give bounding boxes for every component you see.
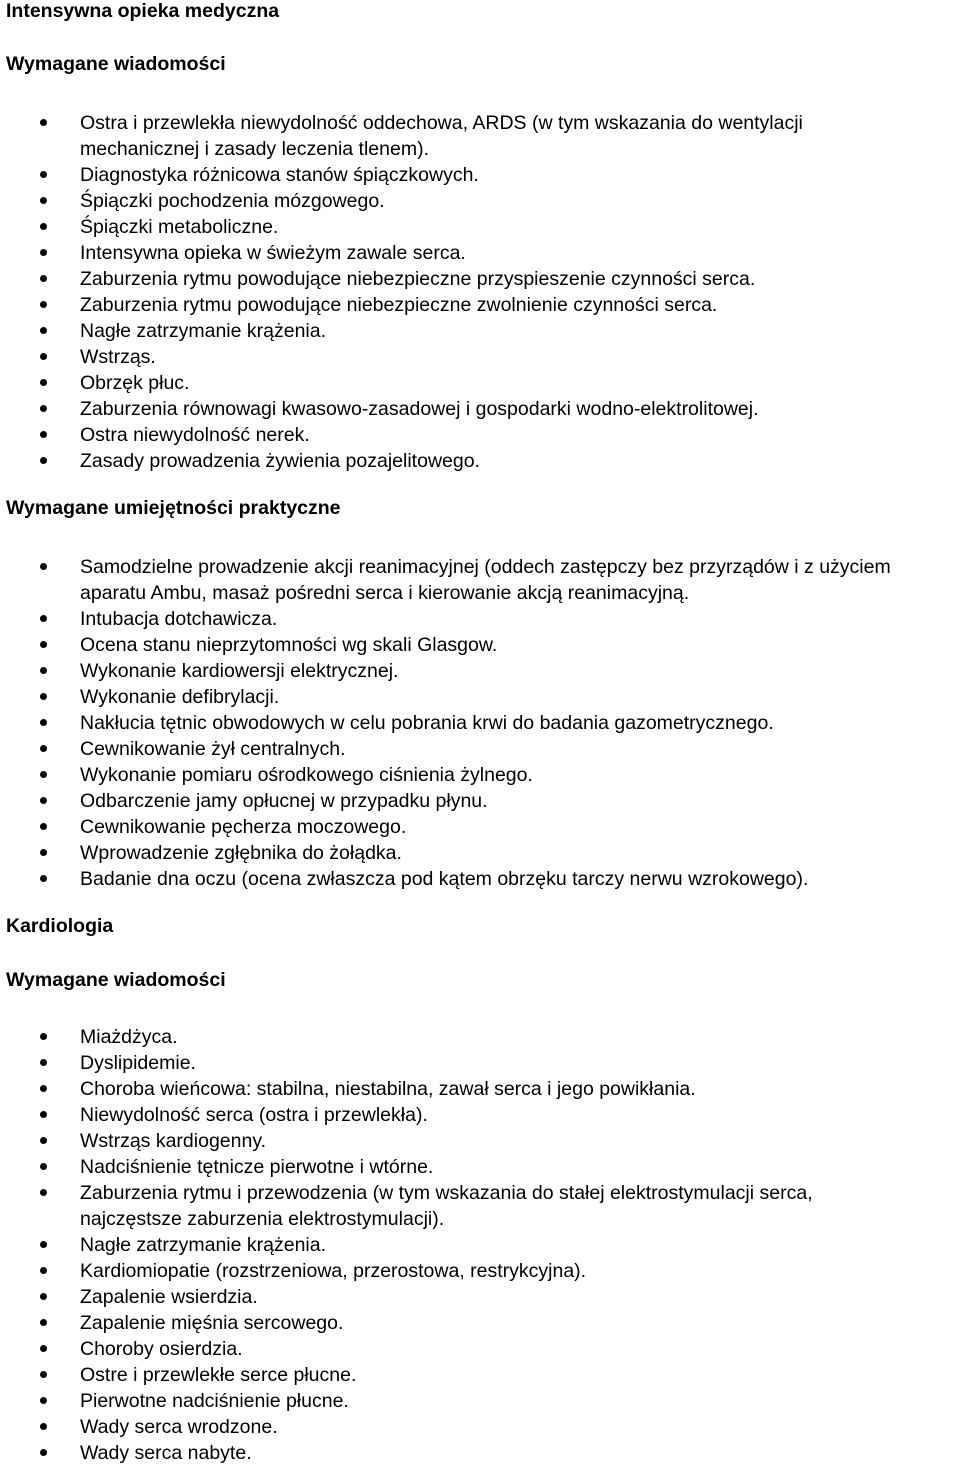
list-item: Niewydolność serca (ostra i przewlekła).	[0, 1102, 960, 1128]
list-item: Zasady prowadzenia żywienia pozajelitowego.	[0, 448, 960, 474]
list-item: Wprowadzenie zgłębnika do żołądka.	[0, 840, 960, 866]
icu-knowledge-heading: Wymagane wiadomości	[6, 53, 226, 75]
list-item: Miażdżyca.	[0, 1024, 960, 1050]
list-item: Diagnostyka różnicowa stanów śpiączkowych.	[0, 162, 960, 188]
list-item: Zaburzenia równowagi kwasowo-zasadowej i gospodarki wodno-elektrolitowej.	[0, 396, 960, 422]
list-item: Choroby osierdzia.	[0, 1336, 960, 1362]
list-item: Obrzęk płuc.	[0, 370, 960, 396]
list-item: Ostre i przewlekłe serce płucne.	[0, 1362, 960, 1388]
list-item: Ostra niewydolność nerek.	[0, 422, 960, 448]
list-item: Odbarczenie jamy opłucnej w przypadku płynu.	[0, 788, 960, 814]
list-item: Nagłe zatrzymanie krążenia.	[0, 1232, 960, 1258]
list-item: Intubacja dotchawicza.	[0, 606, 960, 632]
list-item: Nadciśnienie tętnicze pierwotne i wtórne.	[0, 1154, 960, 1180]
list-item: Zapalenie wsierdzia.	[0, 1284, 960, 1310]
list-item: Wady serca wrodzone.	[0, 1414, 960, 1440]
list-item: Wykonanie pomiaru ośrodkowego ciśnienia żylnego.	[0, 762, 960, 788]
list-item: Wady serca nabyte.	[0, 1440, 960, 1466]
list-item: Śpiączki metaboliczne.	[0, 214, 960, 240]
icu-knowledge-list	[0, 110, 960, 474]
list-item: Zaburzenia rytmu powodujące niebezpieczne przyspieszenie czynności serca.	[0, 266, 960, 292]
list-item: Wykonanie kardiowersji elektrycznej.	[0, 658, 960, 684]
cardiology-knowledge-list	[0, 1024, 960, 1466]
icu-skills-list	[0, 554, 960, 892]
section-title-cardiology: Kardiologia	[6, 915, 114, 937]
list-item: Cewnikowanie żył centralnych.	[0, 736, 960, 762]
list-item: Choroba wieńcowa: stabilna, niestabilna, zawał serca i jego powikłania.	[0, 1076, 960, 1102]
list-item: Wstrząs kardiogenny.	[0, 1128, 960, 1154]
list-item: Nakłucia tętnic obwodowych w celu pobrania krwi do badania gazometrycznego.	[0, 710, 960, 736]
list-item: Nagłe zatrzymanie krążenia.	[0, 318, 960, 344]
list-item: Pierwotne nadciśnienie płucne.	[0, 1388, 960, 1414]
list-item: Śpiączki pochodzenia mózgowego.	[0, 188, 960, 214]
list-item: Wstrząs.	[0, 344, 960, 370]
list-item: Dyslipidemie.	[0, 1050, 960, 1076]
list-item: Zapalenie mięśnia sercowego.	[0, 1310, 960, 1336]
section-title-icu: Intensywna opieka medyczna	[6, 0, 280, 22]
list-item: Zaburzenia rytmu powodujące niebezpieczne zwolnienie czynności serca.	[0, 292, 960, 318]
list-item: Ocena stanu nieprzytomności wg skali Glasgow.	[0, 632, 960, 658]
list-item: Zaburzenia rytmu i przewodzenia (w tym wskazania do stałej elektrostymulacji serca, najczęstsze zaburzenia elektrostymulacji).	[0, 1180, 960, 1232]
list-item: Cewnikowanie pęcherza moczowego.	[0, 814, 960, 840]
list-item: Ostra i przewlekła niewydolność oddechowa, ARDS (w tym wskazania do wentylacji mechanicznej i zasady leczenia tlenem).	[0, 110, 960, 162]
list-item: Samodzielne prowadzenie akcji reanimacyjnej (oddech zastępczy bez przyrządów i z użyciem aparatu Ambu, masaż pośredni serca i kierowanie akcją reanimacyjną.	[0, 554, 960, 606]
icu-skills-heading: Wymagane umiejętności praktyczne	[6, 497, 341, 519]
list-item: Intensywna opieka w świeżym zawale serca.	[0, 240, 960, 266]
cardiology-knowledge-heading: Wymagane wiadomości	[6, 969, 226, 991]
list-item: Badanie dna oczu (ocena zwłaszcza pod kątem obrzęku tarczy nerwu wzrokowego).	[0, 866, 960, 892]
list-item: Wykonanie defibrylacji.	[0, 684, 960, 710]
list-item: Kardiomiopatie (rozstrzeniowa, przerostowa, restrykcyjna).	[0, 1258, 960, 1284]
